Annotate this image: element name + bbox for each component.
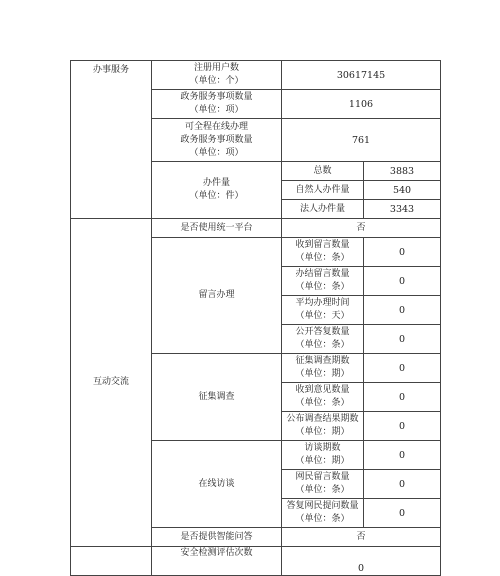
group-label: 在线访谈 (152, 441, 282, 528)
value-cell: 0 (364, 470, 441, 499)
sub-label: 办结留言数量 （单位：条） (282, 267, 364, 296)
sub-label: 收到意见数量 （单位：条） (282, 383, 364, 412)
value-cell: 0 (364, 296, 441, 325)
section-label-service: 办事服务 (71, 61, 152, 219)
sub-label: 公开答复数量 （单位：条） (282, 325, 364, 354)
table-row (71, 219, 441, 238)
sub-label: 收到留言数量 （单位：条） (282, 238, 364, 267)
sub-label: 自然人办件量 (282, 181, 364, 200)
sub-label: 法人办件量 (282, 200, 364, 219)
section-label-security (71, 547, 152, 576)
value-cell: 0 (364, 325, 441, 354)
statistics-table (70, 60, 441, 576)
value-cell: 0 (364, 383, 441, 412)
table-row (71, 547, 441, 576)
table-row (71, 61, 441, 90)
value-cell: 761 (282, 119, 441, 162)
row-label: 办件量 （单位：件） (152, 162, 282, 219)
row-label: 安全检测评估次数 (152, 547, 282, 576)
value-cell: 0 (364, 499, 441, 528)
row-label: 政务服务事项数量 （单位：项） (152, 90, 282, 119)
value-cell: 3883 (364, 162, 441, 181)
value-cell: 0 (282, 547, 441, 576)
value-cell: 3343 (364, 200, 441, 219)
row-label: 注册用户数 （单位：个） (152, 61, 282, 90)
value-cell: 0 (364, 412, 441, 441)
row-label: 是否提供智能问答 (152, 528, 282, 547)
sub-label: 网民留言数量 （单位：条） (282, 470, 364, 499)
sub-label: 答复网民提问数量 （单位：条） (282, 499, 364, 528)
value-cell: 否 (282, 528, 441, 547)
group-label: 留言办理 (152, 238, 282, 354)
value-cell: 否 (282, 219, 441, 238)
value-cell: 0 (364, 441, 441, 470)
value-cell: 0 (364, 238, 441, 267)
sub-label: 访谈期数 （单位：期） (282, 441, 364, 470)
row-label: 可全程在线办理 政务服务事项数量 （单位：项） (152, 119, 282, 162)
sub-label: 公布调查结果期数 （单位：期） (282, 412, 364, 441)
sub-label: 总数 (282, 162, 364, 181)
value-cell: 30617145 (282, 61, 441, 90)
sub-label: 平均办理时间 （单位：天） (282, 296, 364, 325)
value-cell: 0 (364, 354, 441, 383)
value-cell: 540 (364, 181, 441, 200)
sub-label: 征集调查期数 （单位：期） (282, 354, 364, 383)
value-cell: 1106 (282, 90, 441, 119)
section-label-interaction: 互动交流 (71, 219, 152, 547)
row-label: 是否使用统一平台 (152, 219, 282, 238)
group-label: 征集调查 (152, 354, 282, 441)
value-cell: 0 (364, 267, 441, 296)
